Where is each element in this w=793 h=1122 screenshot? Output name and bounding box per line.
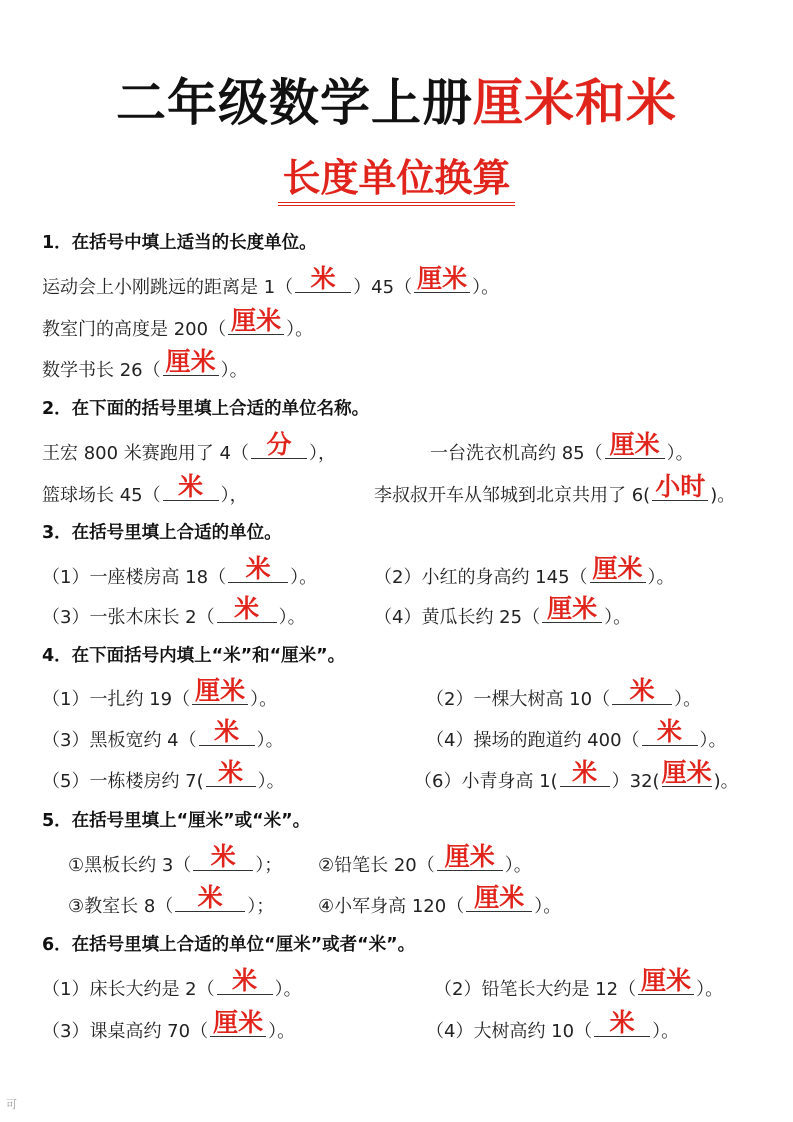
answer-blank[interactable]: 米 (206, 764, 256, 787)
answer-blank[interactable]: 厘米 (228, 312, 284, 335)
q4-item-3: （3）黑板宽约 4（ 米 ）。 (42, 717, 284, 751)
answer-blank[interactable]: 米 (163, 478, 219, 501)
q1-heading: 1．在括号中填上适当的长度单位。 (42, 233, 317, 253)
q2-line-2a: 篮球场长 45（ 米 ）， (42, 472, 248, 506)
answer-blank[interactable]: 厘米 (638, 972, 694, 995)
q4-item-5: （5）一栋楼房约 7( 米 ）。 (42, 758, 285, 792)
q2-heading: 2．在下面的括号里填上合适的单位名称。 (42, 399, 370, 419)
answer-blank[interactable]: 厘米 (590, 560, 646, 583)
q6-heading: 6．在括号里填上合适的单位“厘米”或者“米”。 (42, 935, 416, 955)
answer-blank[interactable]: 厘米 (466, 889, 532, 912)
q3-item-4: （4）黄瓜长约 25（ 厘米 ）。 (374, 594, 632, 628)
q6-item-3: （3）课桌高约 70（ 厘米 ）。 (42, 1008, 296, 1042)
q3-item-1: （1）一座楼房高 18（ 米 ）。 (42, 554, 318, 588)
q2-line-1a: 王宏 800 米赛跑用了 4（ 分 ）， (42, 430, 336, 464)
answer-blank[interactable]: 厘米 (210, 1014, 266, 1037)
q5-item-4: ④小军身高 120（ 厘米 ）。 (318, 883, 562, 917)
q1-line-3: 数学书长 26（ 厘米 ）。 (42, 347, 248, 381)
q2-line-2b: 李叔叔开车从邹城到北京共用了 6( 小时 )。 (374, 472, 736, 506)
answer-blank[interactable]: 米 (560, 764, 610, 787)
q6-item-2: （2）铅笔长大约是 12（ 厘米 ）。 (434, 966, 724, 1000)
title-red: 厘米和米 (473, 74, 677, 132)
q5-item-1: ①黑板长约 3（ 米 ）； (68, 842, 283, 876)
answer-blank[interactable]: 米 (295, 270, 351, 293)
q4-item-6: （6）小青身高 1( 米 ）32( 厘米 )。 (414, 758, 739, 792)
answer-blank[interactable]: 分 (251, 436, 307, 459)
q4-item-4: （4）操场的跑道约 400（ 米 ）。 (426, 717, 727, 751)
q2-line-1b: 一台洗衣机高约 85（ 厘米 ）。 (430, 430, 694, 464)
q3-heading: 3．在括号里填上合适的单位。 (42, 523, 282, 543)
answer-blank[interactable]: 厘米 (605, 436, 665, 459)
q5-item-2: ②铅笔长 20（ 厘米 ）。 (318, 842, 532, 876)
answer-blank[interactable]: 厘米 (414, 270, 470, 293)
answer-blank[interactable]: 米 (199, 723, 255, 746)
answer-blank[interactable]: 米 (228, 560, 288, 583)
q4-item-1: （1）一扎约 19（ 厘米 ）。 (42, 676, 278, 710)
page-title (0, 72, 793, 134)
q5-heading: 5．在括号里填上“厘米”或“米”。 (42, 811, 311, 831)
answer-blank[interactable]: 米 (217, 972, 273, 995)
answer-blank[interactable]: 小时 (652, 478, 708, 501)
answer-blank[interactable]: 米 (594, 1014, 650, 1037)
q4-heading: 4．在下面括号内填上“米”和“厘米”。 (42, 646, 346, 666)
title-black: 二年级数学上册 (116, 74, 473, 132)
answer-blank[interactable]: 厘米 (192, 682, 248, 705)
q3-item-2: （2）小红的身高约 145（ 厘米 ）。 (374, 554, 675, 588)
answer-blank[interactable]: 米 (217, 600, 277, 623)
answer-blank[interactable]: 厘米 (437, 848, 503, 871)
answer-blank[interactable]: 米 (642, 723, 698, 746)
q1-line-1: 运动会上小刚跳远的距离是 1（ 米 ）45（ 厘米 ）。 (42, 264, 500, 298)
q6-item-4: （4）大树高约 10（ 米 ）。 (426, 1008, 680, 1042)
q4-item-2: （2）一棵大树高 10（ 米 ）。 (426, 676, 702, 710)
q5-item-3: ③教室长 8（ 米 ）； (68, 883, 275, 917)
answer-blank[interactable]: 厘米 (661, 758, 712, 787)
answer-blank[interactable]: 厘米 (542, 600, 602, 623)
q1-line-2: 教室门的高度是 200（ 厘米 ）。 (42, 306, 314, 340)
q6-item-1: （1）床长大约是 2（ 米 ）。 (42, 966, 302, 1000)
answer-blank[interactable]: 米 (612, 682, 672, 705)
answer-blank[interactable]: 厘米 (163, 353, 219, 376)
answer-blank[interactable]: 米 (175, 889, 245, 912)
watermark: 可 (6, 1098, 17, 1111)
page-subtitle: 长度单位换算 (0, 156, 793, 206)
q3-item-3: （3）一张木床长 2（ 米 ）。 (42, 594, 306, 628)
answer-blank[interactable]: 米 (193, 848, 253, 871)
